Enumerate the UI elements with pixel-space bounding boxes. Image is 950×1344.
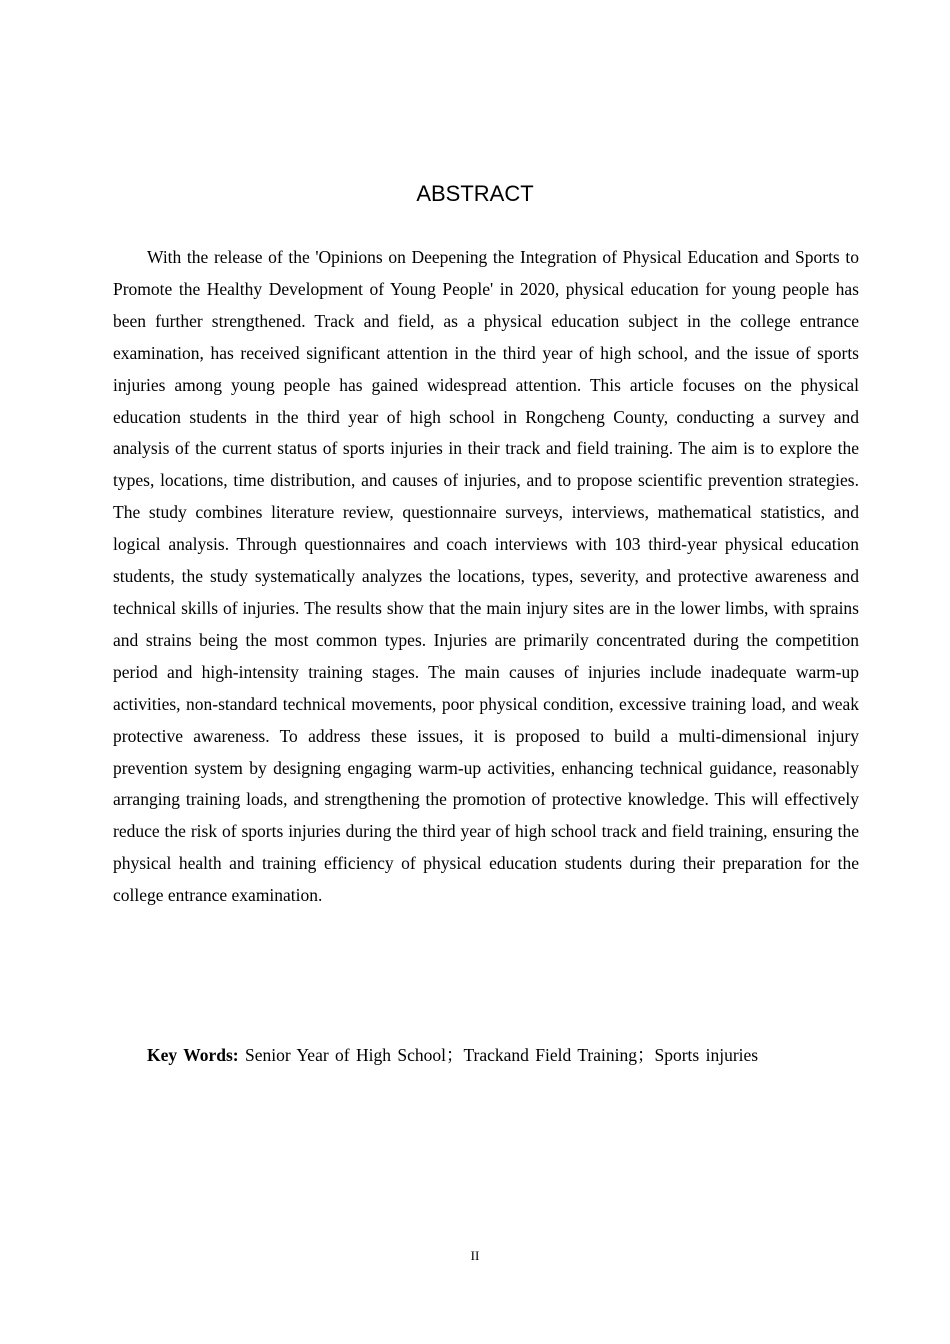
keywords-line xyxy=(147,1040,867,1071)
page-number: II xyxy=(470,1248,480,1263)
abstract-body: With the release of the 'Opinions on Deepening the Integration of Physical Education and Sports to Promote the Healthy Development of Young People' in 2020, physical education for young people has been further strengthened. Track and field, as a physical education subject in the college entrance examination, has received significant attention in the third year of high school, and the issue of sports injuries among young people has gained widespread attention. This article focuses on the physical education students in the third year of high school in Rongcheng County, conducting a survey and analysis of the current status of sports injuries in their track and field training. The aim is to explore the types, locations, time distribution, and causes of injuries, and to propose scientific prevention strategies. The study combines literature review, questionnaire surveys, interviews, mathematical statistics, and logical analysis. Through questionnaires and coach interviews with 103 third-year physical education students, the study systematically analyzes the locations, types, severity, and protective awareness and technical skills of injuries. The results show that the main injury sites are in the lower limbs, with sprains and strains being the most common types. Injuries are primarily concentrated during the competition period and high-intensity training stages. The main causes of injuries include inadequate warm-up activities, non-standard technical movements, poor physical condition, excessive training load, and weak protective awareness. To address these issues, it is proposed to build a multi-dimensional injury prevention system by designing engaging warm-up activities, enhancing technical guidance, reasonably arranging training loads, and strengthening the promotion of protective knowledge. This will effectively reduce the risk of sports injuries during the third year of high school track and field training, ensuring the physical health and training efficiency of physical education students during their preparation for the college entrance examination. xyxy=(113,247,859,906)
keywords-label: Key Words: xyxy=(147,1045,239,1065)
abstract-title: ABSTRACT xyxy=(416,181,534,206)
keywords-text: Senior Year of High School；Trackand Field Training；Sports injuries xyxy=(245,1045,759,1065)
